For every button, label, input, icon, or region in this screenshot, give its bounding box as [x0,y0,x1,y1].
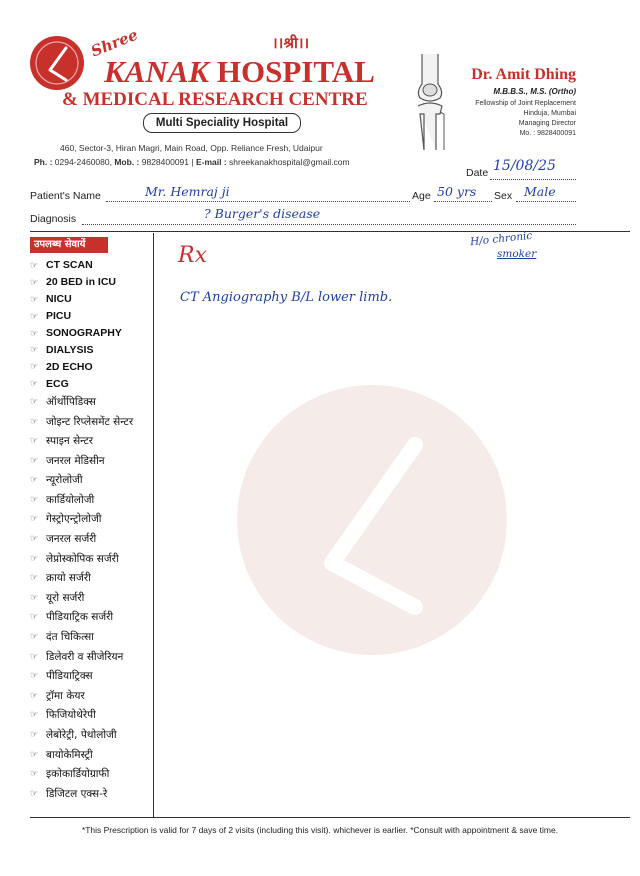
email-label: E-mail : [195,157,227,167]
service-item [30,745,152,765]
service-item [30,274,152,291]
service-item [30,764,152,784]
hospital-subtitle: & MEDICAL RESEARCH CENTRE [62,89,368,110]
date-label: Date [466,167,489,179]
pointing-hand-icon: ☞ [30,455,39,466]
doctor-fellowship: Fellowship of Joint Replacement [475,100,576,107]
service-item [30,568,152,588]
service-item-label: ECG [46,377,69,390]
pointing-hand-icon: ☞ [30,259,39,270]
service-item-label: न्यूरोलोजी [46,474,83,487]
service-item-label: SONOGRAPHY [46,327,122,339]
contact-line [34,157,350,167]
service-item-label: दंत चिकित्सा [46,631,94,644]
pointing-hand-icon: ☞ [30,475,39,486]
service-item-label: जनरल सर्जरी [46,533,97,546]
devanagari-blessing: ।।श्री।। [272,34,310,52]
date-value: 15/08/25 [493,158,556,174]
doctor-name: Dr. Amit Dhing [471,66,576,83]
service-item-label: NICU [46,293,72,306]
knee-joint-icon [410,54,450,150]
logo-mark-icon [30,36,84,90]
phone-label: Ph. : [34,157,53,167]
age-label: Age [412,190,431,202]
sex-value: Male [524,184,556,199]
pointing-hand-icon: ☞ [30,310,39,321]
service-item [30,686,152,706]
pointing-hand-icon: ☞ [30,276,39,287]
pointing-hand-icon: ☞ [30,710,39,721]
service-item [30,308,152,325]
service-item [30,471,152,491]
doctor-institute: Hinduja, Mumbai [523,110,576,117]
doctor-role: Managing Director [518,120,576,127]
sex-label: Sex [494,190,513,202]
service-item [30,257,152,274]
service-item-label: PICU [46,310,72,323]
footer-divider [30,817,630,818]
service-item [30,358,152,375]
service-item-label: ट्रॉमा केयर [46,689,85,702]
service-item-label: स्पाइन सेन्टर [46,435,94,448]
service-item-label: पीडियाट्रिक सर्जरी [46,611,114,624]
date-line [490,179,576,180]
pointing-hand-icon: ☞ [30,553,39,564]
service-item [30,510,152,530]
doctor-degree: M.B.B.S., M.S. (Ortho) [493,87,576,96]
email-value: shreekanakhospital@gmail.com [226,157,350,167]
services-list [30,257,152,804]
mobile-value: 9828400091 | [139,157,196,167]
service-item-label: लेबोरेट्री, पेथोलोजी [46,729,117,742]
service-item-label: जोइन्ट रिप्लेसमेंट सेन्टर [46,415,134,428]
service-item-label: बायोकेमिस्ट्री [46,748,93,761]
service-item [30,490,152,510]
pointing-hand-icon: ☞ [30,573,39,584]
patient-name-line [106,201,410,202]
pointing-hand-icon: ☞ [30,690,39,701]
service-item-label: कार्डियोलोजी [46,493,95,506]
service-item [30,725,152,745]
pointing-hand-icon: ☞ [30,769,39,780]
hospital-logo [30,36,84,90]
sex-line [516,201,576,202]
hospital-name [104,54,375,90]
diagnosis-line [82,224,576,225]
prescription-body: CT Angiography B/L lower limb. [180,290,393,305]
pointing-hand-icon: ☞ [30,671,39,682]
service-item-label: जनरल मेडिसीन [46,454,105,467]
service-item [30,451,152,471]
watermark-mark-icon [237,385,507,655]
service-item-label: पीडियाट्रिक्स [46,670,93,683]
history-note-line1: H/o chronic [469,229,533,249]
shree-script-text: Shree [88,25,141,61]
history-note-line2: smoker [497,248,537,260]
service-item [30,431,152,451]
pointing-hand-icon: ☞ [30,749,39,760]
pointing-hand-icon: ☞ [30,592,39,603]
services-header: उपलब्ध सेवायें [30,237,108,253]
pointing-hand-icon: ☞ [30,436,39,447]
service-item-label: DIALYSIS [46,343,94,356]
rx-symbol: Rx [178,243,207,268]
diagnosis-label: Diagnosis [30,213,77,225]
pointing-hand-icon: ☞ [30,612,39,623]
service-item [30,325,152,342]
pointing-hand-icon: ☞ [30,788,39,799]
pointing-hand-icon: ☞ [30,494,39,505]
service-item-label: 2D ECHO [46,360,93,373]
service-item [30,588,152,608]
footer-note: *This Prescription is valid for 7 days of 2 visits (including this visit). whichever is earlier. *Consult with appointment & save time. [81,825,559,835]
service-item [30,291,152,308]
mobile-label: Mob. : [114,157,140,167]
service-item-label: यूरो सर्जरी [46,591,85,604]
service-item [30,627,152,647]
patient-name-value: Mr. Hemraj ji [145,184,230,199]
service-item-label: डिजिटल एक्स-रे [46,787,108,800]
hospital-name-part2: HOSPITAL [209,54,375,89]
pointing-hand-icon: ☞ [30,651,39,662]
age-line [434,201,492,202]
service-item [30,341,152,358]
hospital-name-part1: KANAK [104,54,210,89]
doctor-mobile: Mo. : 9828400091 [519,130,576,137]
service-item-label: क्रायो सर्जरी [46,572,91,585]
pointing-hand-icon: ☞ [30,730,39,741]
service-item [30,375,152,392]
service-item-label: इकोकार्डियोग्राफी [46,768,110,781]
service-item-label: 20 BED in ICU [46,276,117,289]
service-item-label: डिलेवरी व सीजेरियन [46,650,124,663]
pointing-hand-icon: ☞ [30,632,39,643]
address-line: 460, Sector-3, Hiran Magri, Main Road, Opp. Reliance Fresh, Udaipur [60,143,323,153]
service-item-label: फिजियोथेरेपी [46,709,96,722]
pointing-hand-icon: ☞ [30,534,39,545]
service-item [30,608,152,628]
header-divider [30,231,630,232]
service-item-label: CT SCAN [46,259,93,272]
phone-value: 0294-2460080, [52,157,115,167]
pointing-hand-icon: ☞ [30,396,39,407]
pointing-hand-icon: ☞ [30,416,39,427]
service-item [30,647,152,667]
service-item [30,784,152,804]
pointing-hand-icon: ☞ [30,344,39,355]
pointing-hand-icon: ☞ [30,361,39,372]
pointing-hand-icon: ☞ [30,378,39,389]
service-item-label: लेप्रोस्कोपिक सर्जरी [46,552,119,565]
service-item [30,549,152,569]
service-item [30,666,152,686]
age-value: 50 yrs [437,184,477,199]
service-item [30,392,152,412]
sidebar-divider [153,233,154,817]
service-item-label: ऑर्थोपिडिक्स [46,395,96,408]
patient-name-label: Patient's Name [30,190,101,202]
diagnosis-value: ? Burger's disease [204,206,321,221]
pointing-hand-icon: ☞ [30,514,39,525]
service-item [30,706,152,726]
service-item [30,412,152,432]
pointing-hand-icon: ☞ [30,293,39,304]
logo-watermark [237,385,507,655]
pointing-hand-icon: ☞ [30,327,39,338]
service-item [30,529,152,549]
service-item-label: गेस्ट्रोएन्ट्रोलोजी [46,513,102,526]
tagline-badge: Multi Speciality Hospital [143,113,301,133]
